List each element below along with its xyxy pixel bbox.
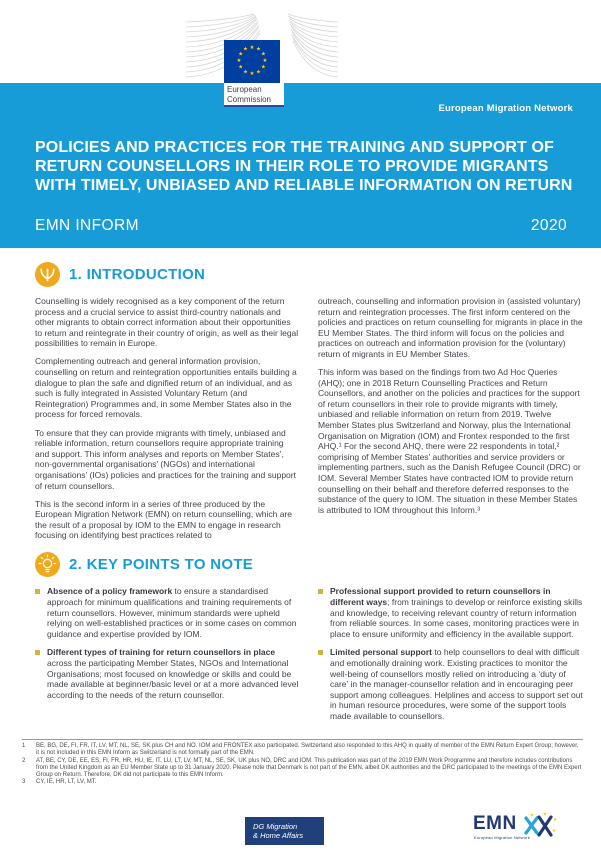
bullet-square-icon: [318, 589, 323, 594]
section-1-header: [35, 262, 583, 287]
emn-logo: [473, 812, 583, 846]
svg-text:★: ★: [551, 828, 557, 834]
paragraph: To ensure that they can provide migrants with timely, unbiased and reliable information, return counsellors require appropriate training and support. This inform analyses and reports on Member States’, non-governmental organisations’ (NGOs) and international organisations’ (IOs) policies and practices for the training and support of return counsellors.: [35, 427, 296, 491]
section-1-left-column: [35, 296, 300, 548]
bullet-lead: Absence of a policy framework: [47, 586, 173, 597]
document-title-line1: POLICIES AND PRACTICES FOR THE TRAINING AND SUPPORT OF: [35, 139, 554, 156]
bullet-square-icon: [35, 589, 40, 594]
svg-text:★: ★: [238, 64, 244, 71]
svg-text:★: ★: [262, 58, 268, 64]
footnote: [22, 743, 583, 758]
footnote: [22, 758, 583, 780]
bullet-rest: to ensure a standardised approach for minimum qualifications and training requirements of return counsellors. However, minimum standards were upheld relying on well-established practices or in some cases on common guidance and expertise provided by IOM.: [47, 586, 297, 639]
bullet-text: [47, 647, 300, 700]
section-2-left-column: [35, 586, 300, 729]
footnote-number: 2: [22, 757, 26, 764]
laurel-icon: [35, 262, 60, 287]
document-title-line2: RETURN COUNSELLORS IN THEIR ROLE TO PROVIDE MIGRANTS: [35, 158, 549, 175]
svg-text:★: ★: [256, 46, 261, 53]
footnote-text: AT, BE, CY, DE, EE, ES, FI, FR, HR, HU, IE, IT, LU, LT, LV, MT, NL, SE, SK, UK plus NO, DRC and IOM. This publication was part of the 2019 EMN Work Programme and therefore includes contributions from the United Kingdom as an EU Member State up to 31 January 2020. Please note that Denmark is not part of the EMN, albeit DK authorities and the DRC participated to the meetings of the EMN Expert Group on Return. Therefore, DK did not participate to this EMN Inform.: [36, 757, 582, 779]
svg-text:★: ★: [243, 69, 248, 76]
section-1-title: 1. INTRODUCTION: [69, 266, 206, 283]
section-2-body: [35, 586, 583, 729]
header-banner: [0, 83, 601, 248]
bullet-rest: ; from trainings to develop or reinforce existing skills and knowledge, to receiving relevant country of return information from reliable sources. In some cases, monitoring practices were in place to ensure uniformity and efficiency in the available support.: [330, 597, 583, 639]
paragraph: Counselling is widely recognised as a key component of the return process and a crucial service to assist third-country nationals and other migrants to obtain correct information about their opportunities to return and reintegrate in their country of origin, as well as their legal possibilities to remain in Europe.: [35, 296, 299, 349]
network-label: European Migration Network: [438, 103, 573, 114]
commission-wordmark: [224, 83, 284, 107]
svg-text:★: ★: [529, 812, 535, 819]
lightbulb-icon: [35, 552, 60, 577]
logo-header: [0, 0, 601, 104]
paragraph: This is the second inform in a series of three produced by the European Migration Network (EMN) on return counselling, which are the result of a proposal by IOM to the EMN to engage in research focusing on identifying best practices related to: [35, 498, 293, 541]
bullet-square-icon: [318, 650, 323, 655]
bullet-text: [330, 647, 583, 721]
section-2-title: 2. KEY POINTS TO NOTE: [69, 556, 254, 574]
bullet-rest: to help counsellors to deal with difficult and emotionally draining work. Existing practices to monitor the well-being of counsellors mostly relied on introducing a ‘duty of care’ in the manager-counsellor relation and in encouraging peer support among colleagues. Helplines and access to support set out in human resource procedures, were some of the support tools made available to counsellors.: [330, 647, 583, 721]
list-item: [318, 647, 583, 721]
bullet-text: [47, 586, 300, 639]
footnote: [22, 779, 583, 786]
commission-wordmark-line2: Commission: [227, 94, 272, 104]
svg-text:★: ★: [249, 71, 255, 77]
paragraph: outreach, counselling and information provision in (assisted voluntary) return and reintegration processes. The first inform centered on the policies and practices on return counselling for migrants in place in the EU Member States. The third inform will focus on the policies and practices on outreach and information provision for the (voluntary) return of migrants in EU Member States.: [318, 296, 583, 359]
emn-logo-text: EMN: [473, 813, 517, 834]
svg-text:★: ★: [243, 46, 248, 53]
section-1-body: [35, 296, 583, 548]
year-label: 2020: [530, 217, 567, 234]
commission-wordmark-line1: European: [227, 85, 262, 94]
svg-text:★: ★: [260, 64, 266, 71]
svg-text:★: ★: [260, 51, 266, 58]
footnote-text: BE, BG, DE, FI, FR, IT, LV, MT, NL, SE, SK plus CH and NO. IOM and FRONTEX also participated. Switzerland also responded to this AHQ in quality of member of the EMN Return Expert Group; however, it is not included in this EMN Inform as Switzerland is not formally part of the EMN.: [36, 743, 579, 757]
document-title-line3: WITH TIMELY, UNBIASED AND RELIABLE INFORMATION ON RETURN: [35, 177, 573, 194]
bullet-lead: Professional support provided to return counsellors in different ways: [330, 586, 551, 608]
bullet-rest: across the participating Member States, NGOs and International Organisations; most focused on knowledge or skills and could be made available at beginner/basic level or at a more advanced level according to the needs of the return counsellor.: [47, 658, 299, 700]
svg-text:★: ★: [249, 45, 255, 51]
eu-flag-icon: [224, 40, 280, 83]
bullet-lead: Limited personal support: [330, 647, 433, 658]
inform-row: [35, 217, 567, 235]
list-item: [35, 586, 300, 639]
bullet-text: [330, 586, 583, 639]
section-1-right-column: [318, 296, 583, 548]
svg-text:★: ★: [236, 58, 242, 64]
list-item: [35, 647, 300, 700]
dg-badge-line2: & Home Affairs: [253, 831, 304, 840]
doc-type-label: EMN INFORM: [35, 217, 139, 234]
document-title: [35, 138, 572, 195]
paragraph: Complementing outreach and general information provision, counselling on return and reintegration opportunities entails building a dialogue to plan the safe and dignified return of an individual, and as such is fully integrated in Assisted Voluntary Return (and Reintegration) Programmes and, in some Member States also in the process for forced removals.: [35, 356, 297, 420]
footnotes: [22, 739, 583, 787]
list-item: [318, 586, 583, 639]
paragraph: This inform was based on the findings from two Ad Hoc Queries (AHQ); one in 2018 Return Counselling Practices and Return Counsellors, and another on the policies and practices for the support of return counsellors in their role to provide migrants with timely, unbiased and reliable information on return from 2019. Twelve Member States plus Switzerland and Norway, plus the International Organisation on Migration (IOM) and Frontex responded to the first AHQ.¹ For the second AHQ, there were 22 respondents in total,² comprising of Member States’ authorities and service providers or implementing partners, such as the Danish Refugee Council (DRC) or IOM. Several Member States have contracted IOM to provide return counselling on their behalf and therefore deferred responses to the substance of the query to IOM. The situation in these Member States is attributed to IOM throughout this Inform.³: [318, 367, 581, 515]
svg-text:★: ★: [238, 51, 244, 58]
svg-text:★: ★: [542, 812, 548, 818]
svg-text:★: ★: [256, 69, 261, 76]
bullet-square-icon: [35, 650, 40, 655]
svg-text:★: ★: [552, 817, 558, 823]
footnote-number: 1: [22, 743, 26, 749]
emn-logo-tagline: European Migration Network: [474, 835, 530, 840]
dg-home-affairs-badge: [245, 817, 324, 845]
dg-badge-line1: DG Migration: [253, 821, 298, 831]
section-2-header: [35, 552, 583, 577]
section-2-right-column: [318, 586, 583, 729]
building-sketch-right-icon: [286, 6, 342, 87]
bullet-lead: Different types of training for return counsellors in place: [47, 647, 276, 658]
footnote-number: 3: [22, 779, 26, 786]
footnote-text: CY, IE, HR, LT, LV, MT.: [36, 779, 97, 786]
